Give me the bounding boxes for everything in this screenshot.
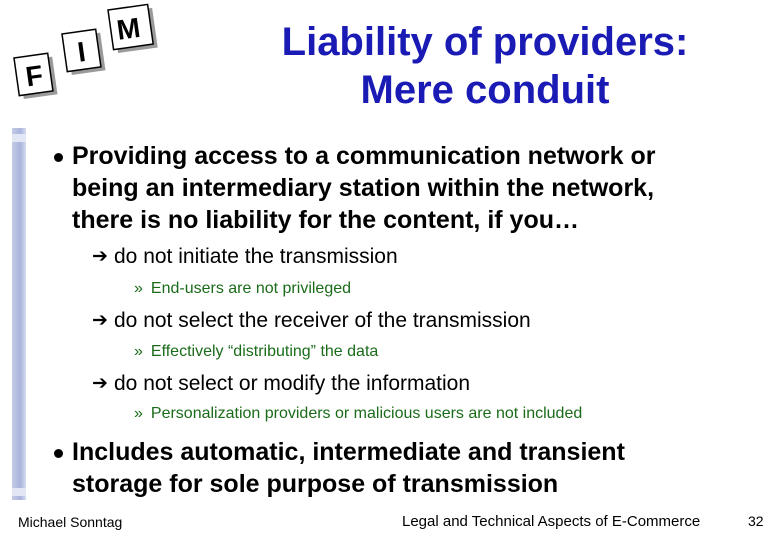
main-bullet-1 [72,140,772,236]
slide-title-line-1: Liability of providers: [281,20,689,64]
main-bullet-1-line-3: there is no liability for the content, if you… [72,206,579,234]
note-2 [134,342,378,362]
logo-letter-f: F [23,59,45,93]
right-arrow-icon: ➔ [92,310,108,331]
main-bullet-2 [72,436,772,500]
right-arrow-icon: ➔ [92,246,108,267]
main-bullet-2-line-1: Includes automatic, intermediate and transient [72,438,625,466]
footer-course-title: Legal and Technical Aspects of E-Commerce [402,513,701,530]
double-chevron-icon: » [134,280,143,297]
note-2-text: Effectively “distributing” the data [150,343,379,360]
main-bullet-1-line-1: Providing access to a communication network or [72,142,656,170]
sub-bullet-3-text: do not select or modify the information [114,372,471,395]
main-bullet-1-line-2: being an intermediary station within the network, [72,174,655,202]
note-3 [134,404,582,424]
note-3-text: Personalization providers or malicious users are not included [150,405,583,422]
sub-bullet-2 [92,308,531,334]
sub-bullet-1 [92,244,398,270]
sub-bullet-3 [92,371,471,397]
sub-bullet-2-text: do not select the receiver of the transmission [114,309,531,332]
note-1 [134,279,351,299]
logo-letter-i: I [75,36,88,68]
note-1-text: End-users are not privileged [150,280,352,297]
fim-logo [0,0,170,115]
bar-segment [12,488,26,496]
round-bullet-icon [54,153,63,162]
main-bullet-2-line-2: storage for sole purpose of transmission [72,470,559,498]
footer-author: Michael Sonntag [18,514,123,530]
logo-letter-m: M [114,11,143,46]
bar-segment [12,134,26,142]
slide-title-line-2: Mere conduit [360,68,610,112]
sub-bullet-1-text: do not initiate the transmission [114,245,398,268]
double-chevron-icon: » [134,343,143,360]
right-arrow-icon: ➔ [92,373,108,394]
left-decorative-bar [12,128,26,500]
round-bullet-icon [54,449,63,458]
page-number: 32 [748,513,764,529]
double-chevron-icon: » [134,405,143,422]
slide-title [215,18,755,114]
